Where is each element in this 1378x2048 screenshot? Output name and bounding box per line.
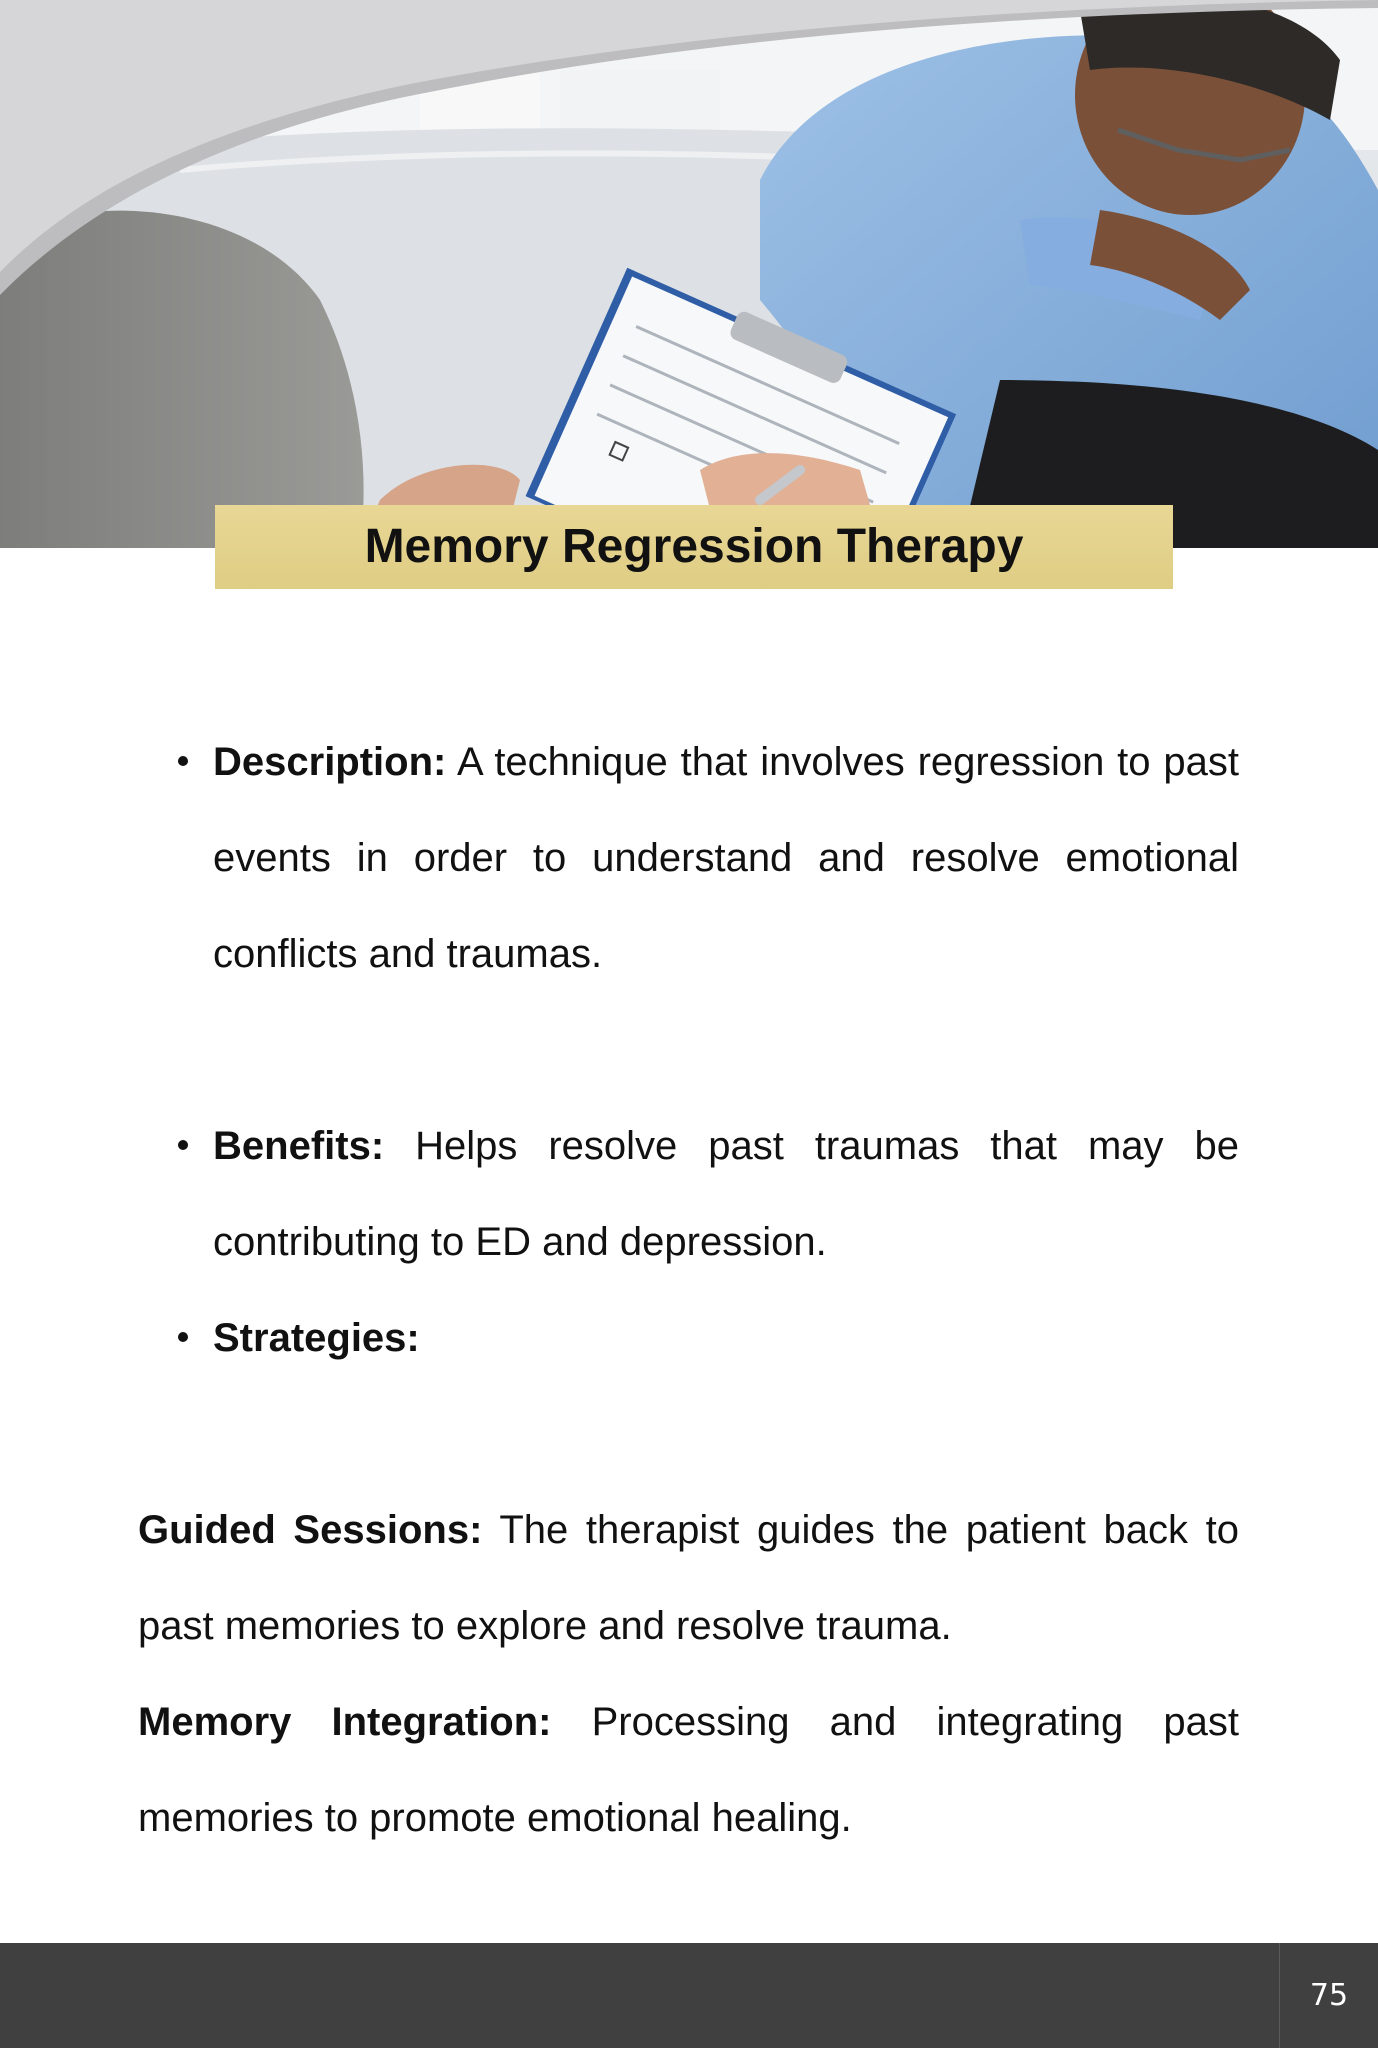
page-number: 75: [1309, 1977, 1349, 2013]
bullet-icon: [178, 1332, 188, 1342]
page-title: Memory Regression Therapy: [364, 520, 1024, 573]
page-footer: [0, 1943, 1378, 2048]
bullet-icon: [178, 1140, 188, 1150]
guided-sessions-label: Guided Sessions:: [138, 1508, 483, 1552]
description-text: A technique that involves regression to past events in order to understand and resolve emotional conflicts and traumas.: [213, 740, 1239, 976]
memory-integration-label: Memory Integration:: [138, 1700, 552, 1744]
guided-sessions-paragraph: [138, 1482, 1239, 1674]
description-paragraph: [213, 714, 1239, 1002]
strategies-heading: [213, 1290, 1239, 1386]
strategies-label: Strategies:: [213, 1316, 420, 1360]
page-number-box: [1279, 1943, 1378, 2048]
benefits-paragraph: [213, 1098, 1239, 1290]
bullet-icon: [178, 756, 188, 766]
benefits-text: Helps resolve past traumas that may be contributing to ED and depression.: [213, 1124, 1239, 1264]
guided-sessions-text: The therapist guides the patient back to past memories to explore and resolve trauma.: [138, 1508, 1239, 1648]
benefits-label: Benefits:: [213, 1124, 385, 1168]
description-label: Description:: [213, 740, 447, 784]
memory-integration-text: Processing and integrating past memories to promote emotional healing.: [138, 1700, 1239, 1840]
memory-integration-paragraph: [138, 1674, 1239, 1866]
